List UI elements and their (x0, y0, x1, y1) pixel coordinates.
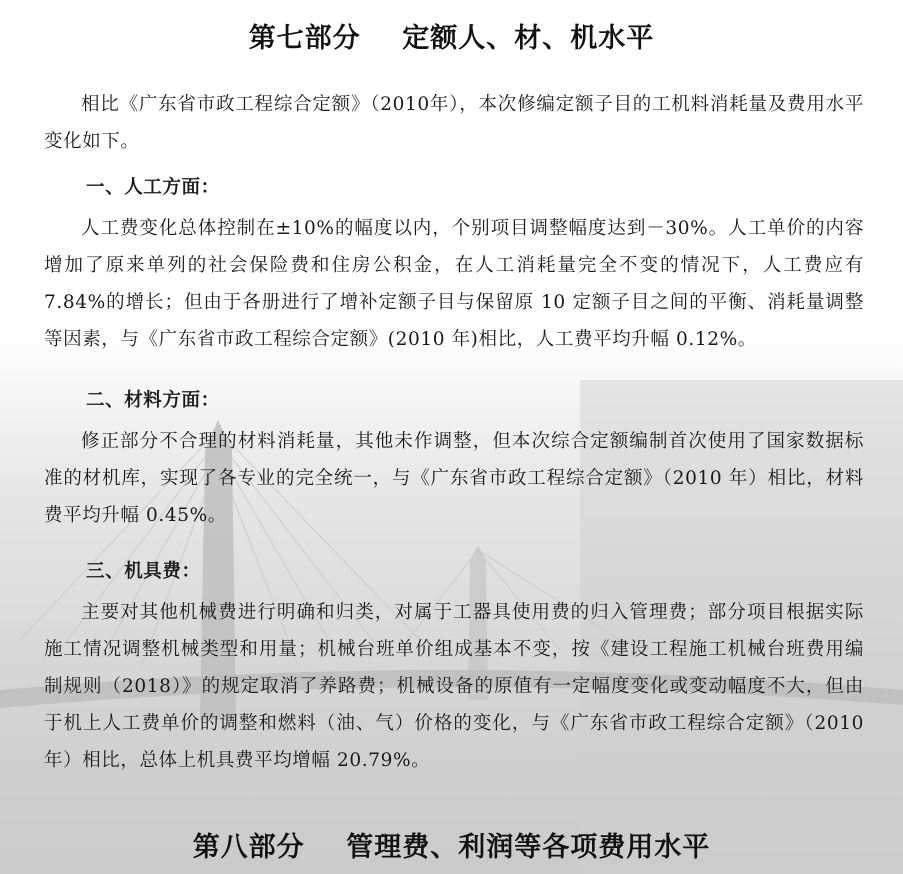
labor-paragraph: 人工费变化总体控制在±10%的幅度以内，个别项目调整幅度达到－30%。人工单价的内容增加了原来单列的社会保险费和住房公积金，在人工消耗量完全不变的情况下，人工费应有 7.84%的增长；但由于各册进行了增补定额子目与保留原 10 定额子目之间的平衡、消耗量调整等因素，与《广东省市政工程综合定额》(2010 年)相比，人工费平均升幅 0.12%。 (44, 218, 864, 350)
machinery-paragraph: 主要对其他机械费进行明确和归类，对属于工器具使用费的归入管理费；部分项目根据实际施工情况调整机械类型和用量；机械台班单价组成基本不变，按《建设工程施工机械台班费用编制规则（2018）》的规定取消了养路费；机械设备的原值有一定幅度变化或变动幅度不大，但由于机上人工费单价的调整和燃料（油、气）价格的变化，与《广东省市政工程综合定额》（2010 年）相比，总体上机具费平均增幅 20.79%。 (44, 602, 864, 771)
labor-heading: 一、人工方面： (86, 177, 220, 198)
intro-paragraph: 相比《广东省市政工程综合定额》（2010年），本次修编定额子目的工机料消耗量及费用水平变化如下。 (44, 94, 864, 152)
materials-paragraph: 修正部分不合理的材料消耗量，其他未作调整，但本次综合定额编制首次使用了国家数据标准的材机库，实现了各专业的完全统一，与《广东省市政工程综合定额》（2010 年）相比，材料费平均升幅 0.45%。 (44, 431, 864, 526)
materials-heading: 二、材料方面： (86, 390, 220, 411)
section7-title: 第七部分 定额人、材、机水平 (248, 23, 655, 54)
machinery-heading: 三、机具费： (86, 561, 201, 582)
section8-title: 第八部分 管理费、利润等各项费用水平 (192, 832, 711, 863)
